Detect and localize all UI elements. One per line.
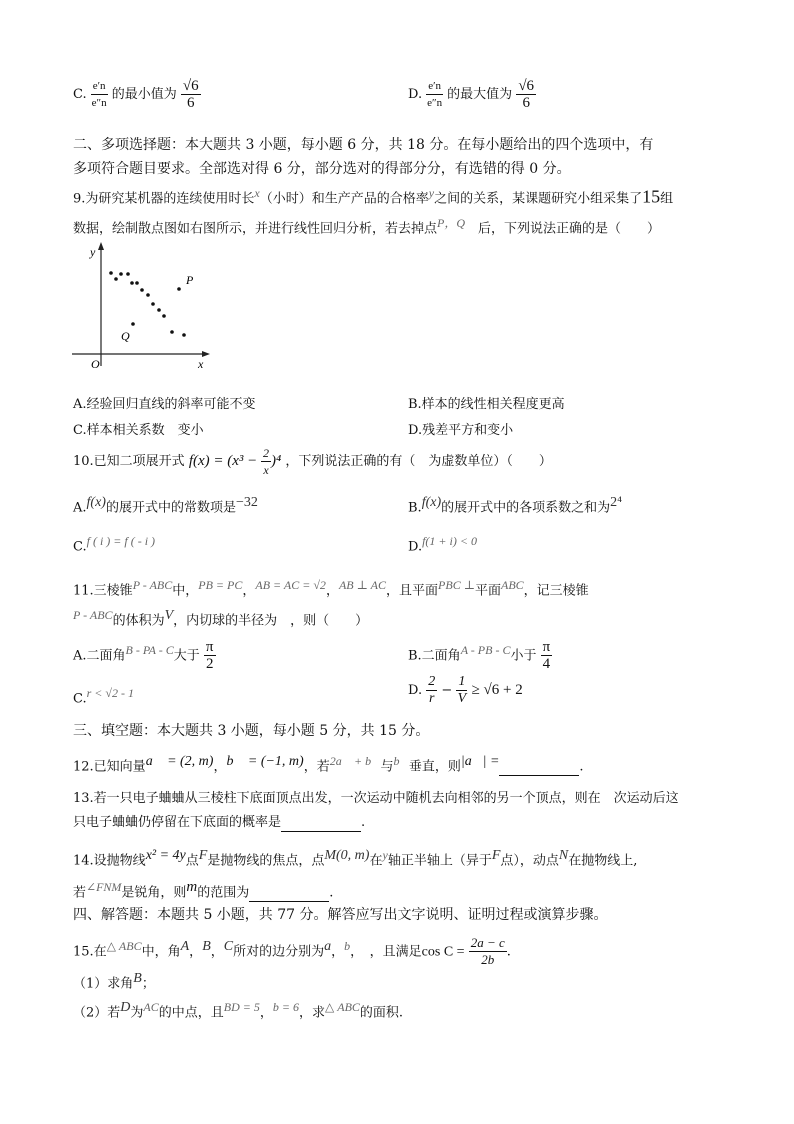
q8-option-d — [408, 78, 536, 112]
q8-option-d-text: 的最大值为 — [447, 87, 513, 102]
q11-option-a: A.二面角B - PA - C大于 $\frac{\pi}{2}$ — [73, 639, 214, 673]
removed-points: P，Q — [437, 216, 466, 230]
data-point — [140, 288, 144, 292]
y-axis-arrow — [98, 242, 104, 250]
section2-heading-line1: 二、多项选择题：本大题共 3 小题，每小题 6 分，共 18 分。在每小题给出的四个选项中，有 — [73, 137, 654, 153]
q10-option-b: B.f(x)的展开式中的各项系数之和为2⁴ — [408, 495, 623, 516]
q14-answer-blank[interactable] — [249, 888, 329, 902]
q8-option-c-label: C. — [73, 87, 87, 102]
plot-q-label: Q — [121, 329, 130, 343]
q9-option-c: C.样本相关系数 变小 — [73, 423, 204, 438]
plot-x-label: x — [198, 357, 204, 371]
sample-count: 15 — [642, 186, 661, 207]
q14-stem-line2: 若∠FNM是锐角，则m的范围为 . — [73, 879, 334, 901]
section2-heading-line2: 多项符合题目要求。全部选对得 6 分，部分选对的得部分分，有选错的得 0 分。 — [73, 161, 571, 177]
q11-option-d: D. $\frac{2}{r}$ − $\frac{1}{V}$ ≥ √6 + 2 — [408, 674, 523, 706]
data-point — [109, 271, 113, 275]
data-point — [170, 330, 174, 334]
data-point — [151, 302, 155, 306]
q10-expression: f(x) = (x³ − $\frac{2}{x}$ )⁴ — [188, 446, 282, 478]
q11-stem-line2: P - ABC的体积为V，内切球的半径为 ，则（ ） — [73, 608, 369, 629]
data-point — [157, 308, 161, 312]
plot-origin-label: O — [91, 357, 100, 371]
q11-option-c: C.r < √2 - 1 — [73, 686, 134, 707]
q14-stem-line1: 14.设抛物线x² = 4y点F是抛物线的焦点，点M(0, m)在y轴正半轴上（异于F点），动点N在抛物线上, — [73, 848, 638, 869]
data-point — [162, 314, 166, 318]
q8-option-d-label: D. — [408, 87, 423, 102]
q11-option-b: B.二面角A - PB - C小于 $\frac{\pi}{4}$ — [408, 639, 551, 673]
plot-p-label: P — [186, 273, 194, 287]
section4-heading: 四、解答题：本题共 5 小题，共 77 分。解答应写出文字说明、证明过程或演算步骤。 — [73, 907, 608, 923]
q8-c-answer: $\frac{√6}{6}$ — [182, 78, 199, 111]
q11-stem-line1: 11.三棱锥P - ABC中，PB = PC，AB = AC = √2，AB ⊥ AC，且平面PBC ⊥平面ABC，记三棱锥 — [73, 578, 589, 599]
q13-stem-line1: 13.若一只电子蛐蛐从三棱柱下底面顶点出发，一次运动中随机去向相邻的另一个顶点，则在 次运动后这 — [73, 791, 679, 806]
data-point — [135, 281, 139, 285]
section3-heading: 三、填空题：本大题共 3 小题，每小题 5 分，共 15 分。 — [73, 723, 430, 739]
q8-option-c — [73, 78, 201, 112]
q10-option-c: C.f ( i ) = f ( - i ) — [73, 534, 156, 555]
point-p — [177, 287, 181, 291]
q8-option-c-text: 的最小值为 — [111, 87, 177, 102]
point-q — [131, 322, 135, 326]
q10-option-d: D.f(1 + i) < 0 — [408, 534, 477, 555]
q12-answer-blank[interactable] — [499, 762, 579, 776]
q12-stem: 12.已知向量a⃗ = (2, m)，b⃗ = (−1, m)，若2a⃗ + b⃗与b⃗垂直，则|a⃗| = . — [73, 754, 584, 775]
q9-option-d: D.残差平方和变小 — [408, 423, 514, 438]
q15-part1: （1）求角B； — [73, 971, 155, 992]
q10-option-a: A.f(x)的展开式中的常数项是−32 — [73, 495, 258, 516]
q9-option-a: A.经验回归直线的斜率可能不变 — [73, 397, 256, 412]
q13-stem-line2: 只电子蛐蛐仍停留在下底面的概率是 . — [73, 815, 366, 830]
q9-stem-line1: 9.为研究某机器的连续使用时长x（小时）和生产产品的合格率y之间的关系，某课题研究小组采集了15组 — [73, 186, 674, 207]
data-point — [182, 333, 186, 337]
q8-d-answer: $\frac{√6}{6}$ — [518, 78, 535, 111]
var-y: y — [428, 186, 435, 200]
data-point — [146, 293, 150, 297]
q15-stem: 15.在△ ABC中，角A，B，C所对的边分别为a，b， ，且满足cos C = $\frac{2a - c}{2b}$ . — [73, 935, 511, 968]
plot-y-label: y — [90, 245, 96, 259]
var-x: x — [254, 186, 260, 200]
data-point — [119, 272, 123, 276]
q8-d-ratio: $\frac{e'n}{e''n}$ — [427, 80, 443, 109]
q8-c-ratio: $\frac{e'n}{e''n}$ — [91, 80, 107, 109]
scatter-plot-figure — [66, 238, 216, 378]
scatter-points — [109, 271, 186, 337]
q10-stem: 10.已知二项展开式 f(x) = (x³ − $\frac{2}{x}$ )⁴ ，下列说法正确的有（ 为虚数单位）（ ） — [73, 446, 552, 478]
q9-stem-line2: 数据，绘制散点图如右图所示，并进行线性回归分析，若去掉点P，Q 后，下列说法正确的是（ ） — [73, 216, 661, 237]
data-point — [130, 281, 134, 285]
data-point — [114, 277, 118, 281]
q13-answer-blank[interactable] — [281, 818, 361, 832]
q15-part2: （2）若D为AC的中点，且BD = 5，b = 6，求△ ABC的面积. — [73, 1000, 404, 1021]
data-point — [126, 272, 130, 276]
q9-option-b: B.样本的线性相关程度更高 — [408, 397, 565, 412]
